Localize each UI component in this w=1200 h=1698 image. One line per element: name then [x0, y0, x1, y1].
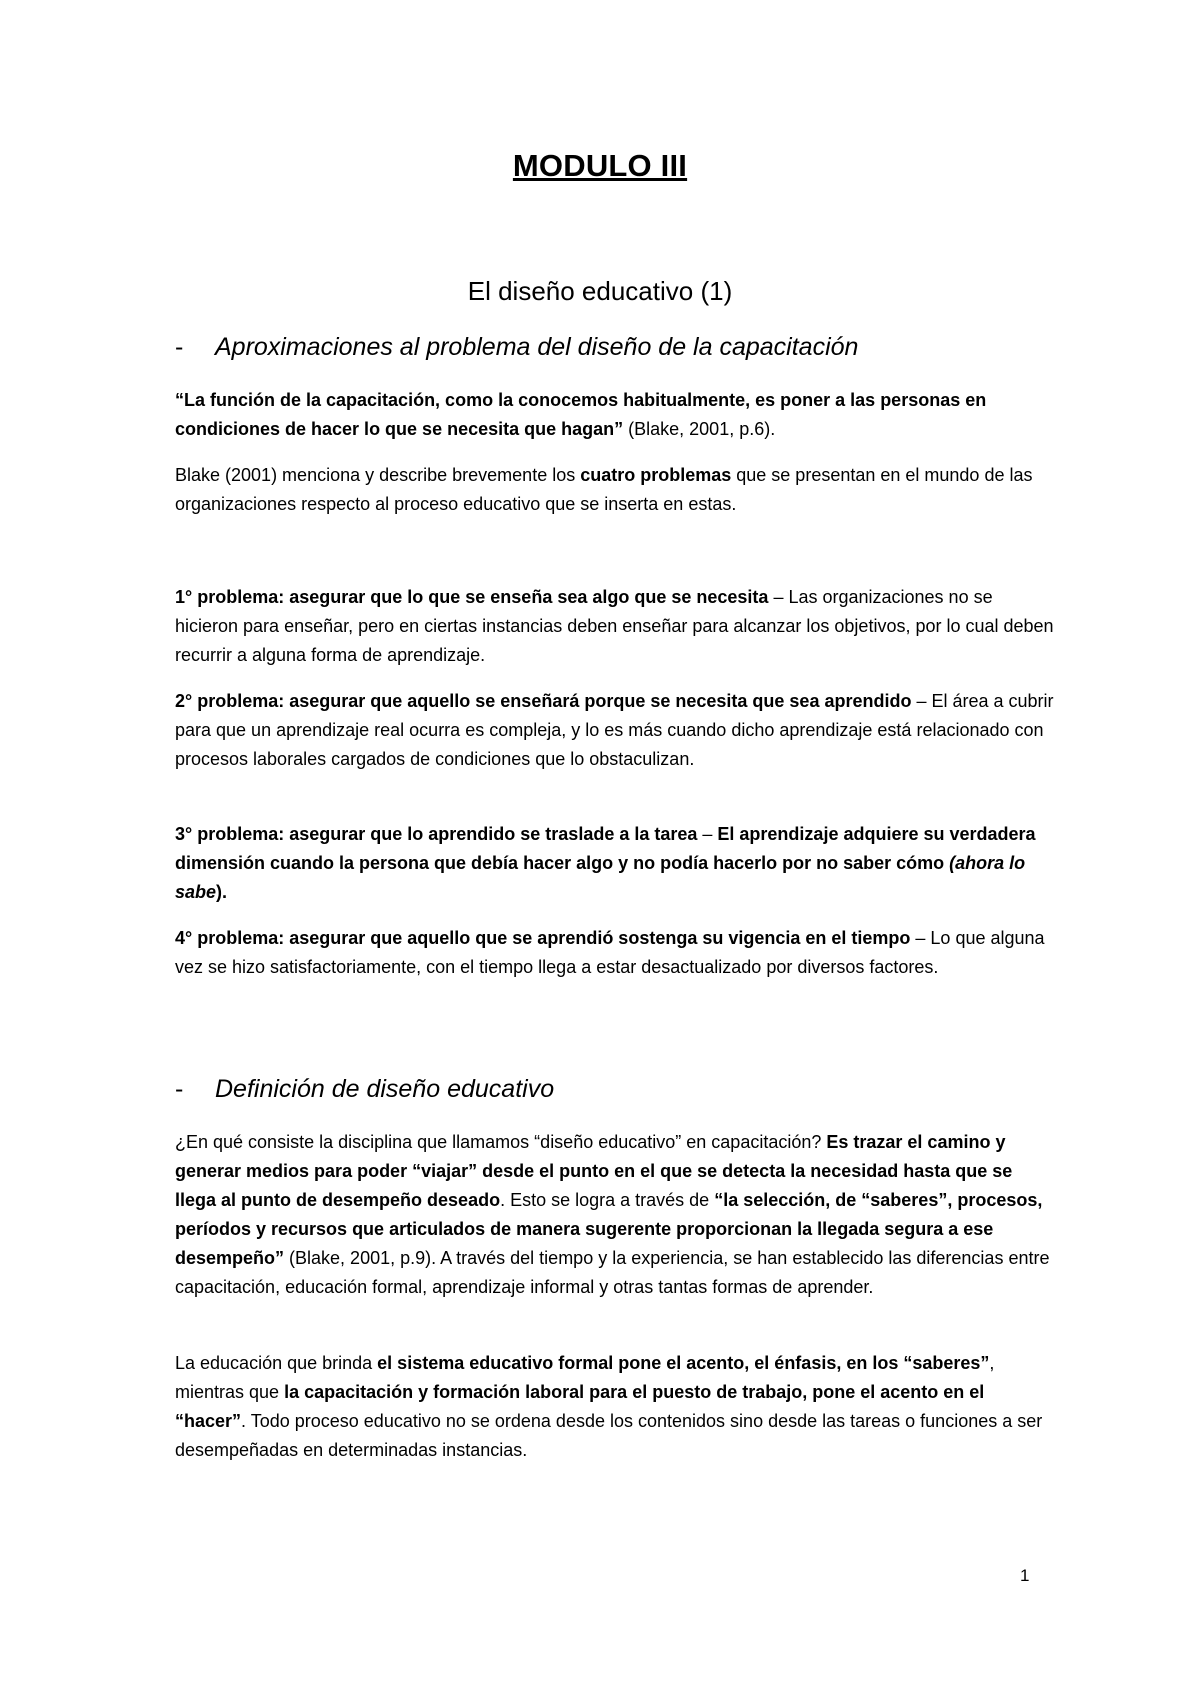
problem-3-title: 3° problema: asegurar que lo aprendido se traslade a la tarea: [175, 824, 698, 844]
education-text-2: , mientras que: [175, 1353, 995, 1402]
education-text-1: La educación que brinda: [175, 1353, 378, 1373]
problem-2-title: 2° problema: asegurar que aquello se enseñará porque se necesita que sea aprendido: [175, 691, 912, 711]
definition-paragraph: [175, 1128, 1055, 1302]
section-title: El diseño educativo (1): [467, 276, 733, 306]
problem-3-text: El aprendizaje adquiere su verdadera dimensión cuando la persona que debía hacer algo y no podía hacerlo por no saber cómo: [175, 824, 1036, 873]
page-number: 1: [1020, 1566, 1030, 1585]
problem-3-italic: (ahora lo sabe: [175, 853, 1026, 902]
education-bold-2: la capacitación y formación laboral para el puesto de trabajo, pone el acento en el “hacer”: [175, 1382, 985, 1431]
problem-4-text: – Lo que alguna vez se hizo satisfactoriamente, con el tiempo llega a estar desactualizado por diversos factores.: [175, 928, 1045, 977]
education-bold-1: el sistema educativo formal pone el acento, el énfasis, en los “saberes”: [377, 1353, 990, 1373]
problem-2-paragraph: [175, 687, 1055, 774]
definition-bold-2: “la selección, de “saberes”, procesos, períodos y recursos que articulados de manera sugerente proporcionan la llegada segura a ese desempeño”: [175, 1190, 1043, 1268]
intro-text: Blake (2001) menciona y describe brevemente los: [175, 465, 581, 485]
problem-1-title: 1° problema: asegurar que lo que se enseña sea algo que se necesita: [175, 587, 769, 607]
definition-text-2: . Esto se logra a través de: [500, 1190, 715, 1210]
intro-paragraph: [175, 461, 1055, 519]
heading-text: Aproximaciones al problema del diseño de la capacitación: [215, 333, 859, 361]
definition-text-1: ¿En qué consiste la disciplina que llamamos “diseño educativo” en capacitación?: [175, 1132, 827, 1152]
quote-text: “La función de la capacitación, como la conocemos habitualmente, es poner a las personas en condiciones de hacer lo que se necesita que hagan”: [175, 390, 987, 439]
definition-bold-1: Es trazar el camino y generar medios para poder “viajar” desde el punto en el que se detecta la necesidad hasta que se llega al punto de desempeño deseado: [175, 1132, 1013, 1210]
definition-text-3: (Blake, 2001, p.9). A través del tiempo y la experiencia, se han establecido las diferencias entre capacitación, educación formal, aprendizaje informal y otras tantas formas de aprender.: [175, 1248, 1050, 1297]
education-text-3: . Todo proceso educativo no se ordena desde los contenidos sino desde las tareas o funciones a ser desempeñadas en determinadas instancias.: [175, 1411, 1043, 1460]
section-heading-approaches: [175, 333, 858, 362]
document-title: MODULO III: [512, 148, 688, 183]
intro-emphasis: cuatro problemas: [580, 465, 732, 485]
problem-2-text: – El área a cubrir para que un aprendizaje real ocurra es compleja, y lo es más cuando dicho aprendizaje está relacionado con procesos laborales cargados de condiciones que lo obstaculizan.: [175, 691, 1054, 769]
quote-paragraph: [175, 386, 1055, 444]
heading-dash: -: [175, 1075, 184, 1103]
problem-3-end: ).: [216, 882, 228, 902]
heading-text: Definición de diseño educativo: [215, 1075, 555, 1103]
intro-text-end: que se presentan en el mundo de las organizaciones respecto al proceso educativo que se inserta en estas.: [175, 465, 1033, 514]
problem-1-text: – Las organizaciones no se hicieron para enseñar, pero en ciertas instancias deben enseñar para alcanzar los objetivos, por lo cual deben recurrir a alguna forma de aprendizaje.: [175, 587, 1054, 665]
problem-3-paragraph: [175, 820, 1055, 907]
problem-3-dash: –: [697, 824, 718, 844]
heading-dash: -: [175, 333, 184, 361]
section-heading-definition: [175, 1075, 554, 1104]
quote-citation: (Blake, 2001, p.6).: [623, 419, 776, 439]
education-paragraph: [175, 1349, 1055, 1465]
problem-1-paragraph: [175, 583, 1055, 670]
problem-4-title: 4° problema: asegurar que aquello que se aprendió sostenga su vigencia en el tiempo: [175, 928, 911, 948]
problem-4-paragraph: [175, 924, 1055, 982]
